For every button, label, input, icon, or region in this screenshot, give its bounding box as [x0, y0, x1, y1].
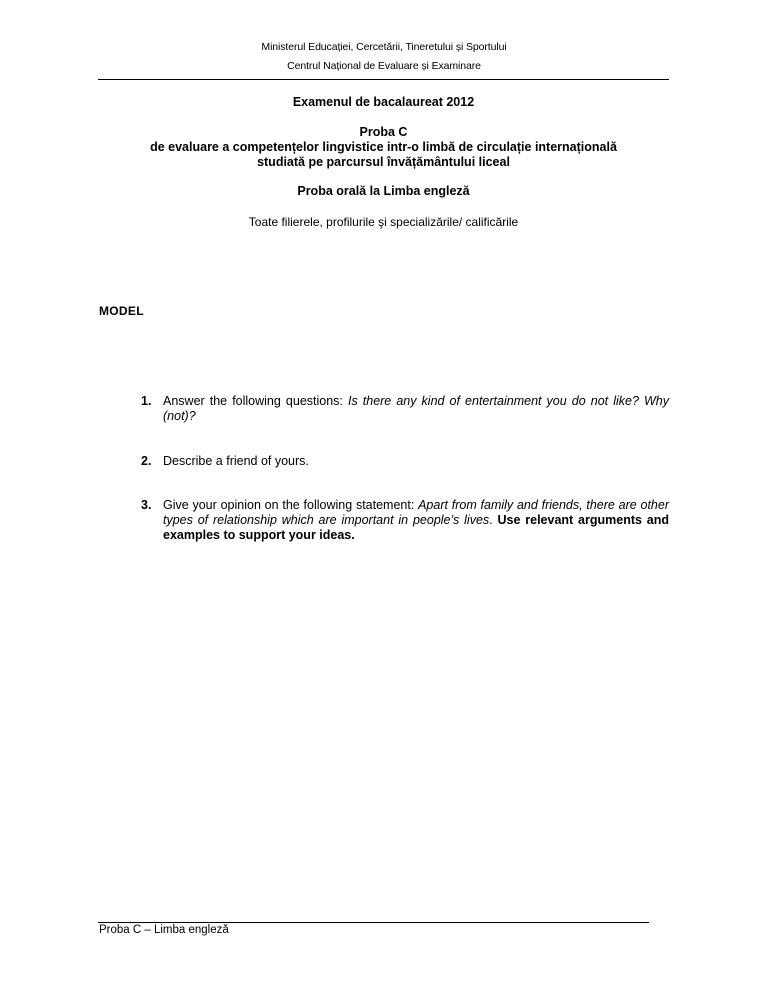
- footer-divider: [98, 922, 649, 923]
- question-instruction: Use relevant arguments and examples to support your ideas.: [163, 513, 670, 542]
- question-number: 1.: [141, 394, 152, 408]
- question-number: 2.: [141, 454, 152, 468]
- filiere-subtitle: Toate filierele, profilurile şi specializările/ calificările: [248, 215, 519, 229]
- center-header: Centrul Național de Evaluare și Examinare: [287, 60, 481, 72]
- proba-heading: [98, 125, 669, 170]
- question-item: [141, 394, 669, 424]
- question-text: [163, 498, 669, 543]
- proba-description-line1: de evaluare a competențelor lingvistice intr-o limbă de circulație internațională: [150, 140, 617, 154]
- question-intro: Answer the following questions:: [163, 394, 348, 408]
- proba-description-line2: studiată pe parcursul învățământului liceal: [257, 155, 510, 169]
- exam-title: Examenul de bacalaureat 2012: [292, 95, 475, 109]
- header-divider: [98, 79, 669, 80]
- oral-exam-title: Proba orală la Limba engleză: [297, 184, 470, 198]
- question-italic: Is there any kind of entertainment you do not like? Why (not)?: [163, 394, 669, 423]
- question-intro: Give your opinion on the following statement:: [163, 498, 419, 512]
- question-italic: Apart from family and friends, there are other types of relationship which are important in people’s lives: [163, 498, 669, 527]
- ministry-header: Ministerul Educației, Cercetării, Tineretului și Sportului: [261, 41, 507, 53]
- model-label: MODEL: [99, 304, 144, 318]
- question-separator: .: [489, 513, 498, 527]
- page-footer: Proba C – Limba engleză: [99, 924, 229, 936]
- question-text: Describe a friend of yours.: [163, 454, 309, 468]
- question-item: [141, 498, 669, 543]
- question-number: 3.: [141, 498, 152, 512]
- question-text: [163, 394, 669, 424]
- question-item: [141, 454, 669, 469]
- proba-name: Proba C: [359, 125, 408, 139]
